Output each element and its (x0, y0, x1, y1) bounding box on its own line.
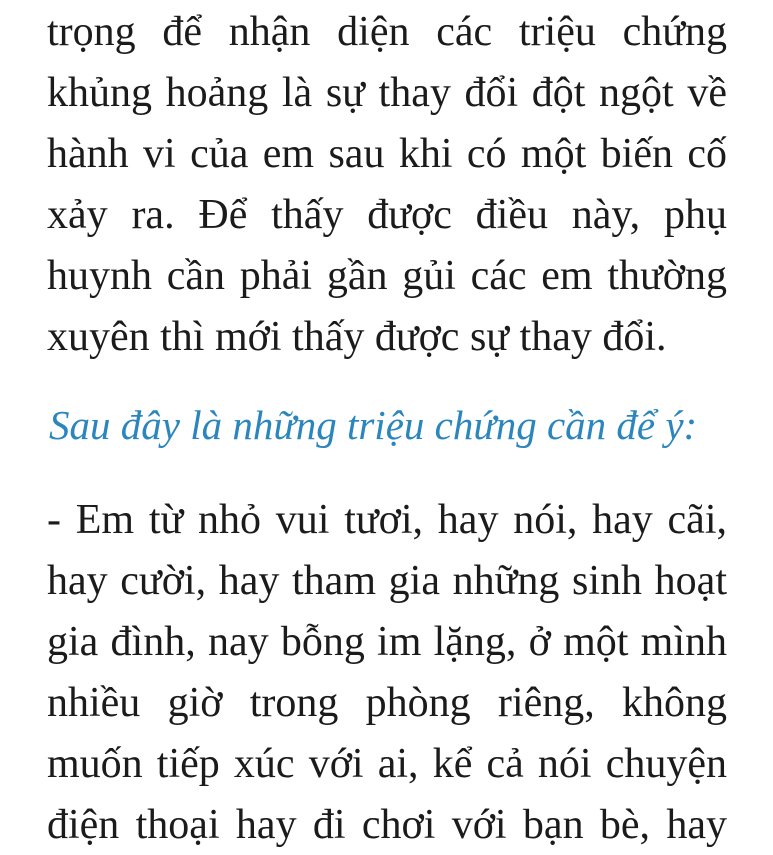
paragraph2-line-6: điện thoại hay đi chơi với bạn bè, hay (47, 802, 727, 848)
paragraph2-line-3: gia đình, nay bỗng im lặng, ở một mình (47, 619, 727, 665)
paragraph1-line-4: xảy ra. Để thấy được điều này, phụ (47, 192, 727, 238)
paragraph1-line-5: huynh cần phải gần gủi các em thường (47, 253, 727, 299)
paragraph1-line-3: hành vi của em sau khi có một biến cố (47, 131, 727, 177)
paragraph1-line-1: trọng để nhận diện các triệu chứng (47, 9, 727, 55)
paragraph2-line-4: nhiều giờ trong phòng riêng, không (47, 680, 727, 726)
paragraph2-line-2: hay cười, hay tham gia những sinh hoạt (47, 558, 727, 604)
paragraph2-line-1: - Em từ nhỏ vui tươi, hay nói, hay cãi, (47, 497, 727, 543)
paragraph1-line-2: khủng hoảng là sự thay đổi đột ngột về (47, 70, 727, 116)
paragraph1-line-6: xuyên thì mới thấy được sự thay đổi. (47, 314, 667, 360)
paragraph2-line-5: muốn tiếp xúc với ai, kể cả nói chuyện (47, 741, 727, 787)
section-heading: Sau đây là những triệu chứng cần để ý: (49, 402, 698, 448)
